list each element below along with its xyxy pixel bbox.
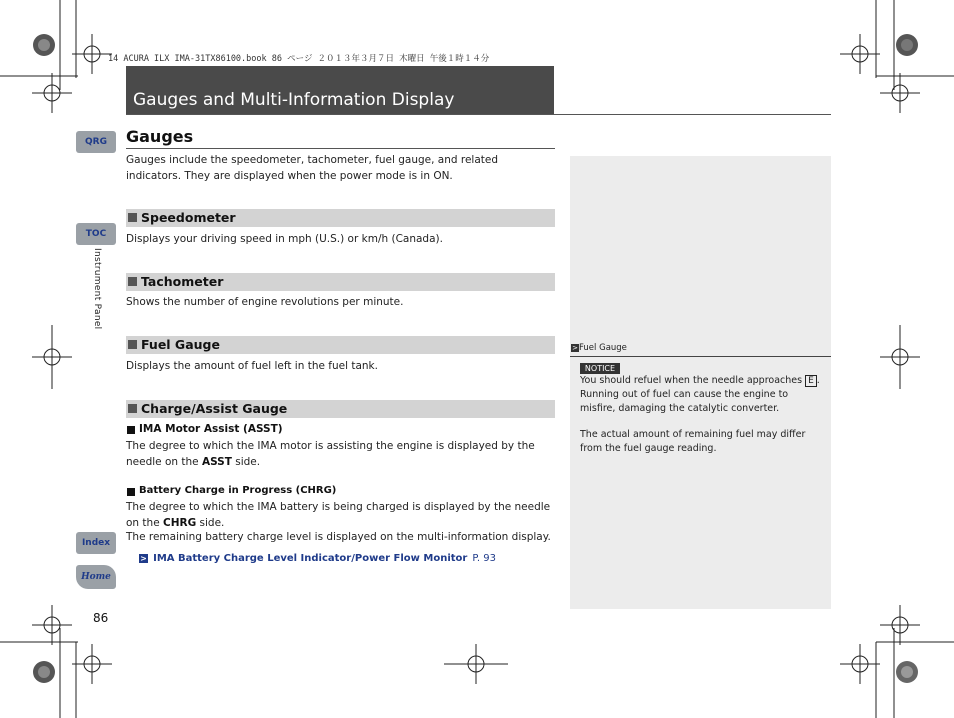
tachometer-title: Tachometer: [141, 274, 224, 289]
index-tab[interactable]: Index: [76, 532, 116, 554]
chapter-label: Instrument Panel: [92, 248, 102, 330]
empty-marker-icon: E: [805, 375, 817, 387]
arrow-right-icon: >: [140, 554, 147, 563]
section-rule: [126, 148, 555, 149]
section-heading: Gauges: [126, 127, 194, 146]
notice-badge: NOTICE: [580, 363, 620, 374]
square-bullet-icon: [127, 488, 135, 496]
asst-bold: ASST: [201, 455, 232, 468]
charge-assist-title: Charge/Assist Gauge: [141, 401, 288, 416]
ima-assist-text: The degree to which the IMA motor is assisting the engine is displayed by the needle on the ASST side.: [126, 440, 535, 468]
home-tab[interactable]: Home: [76, 565, 116, 589]
sidebar-notice-text: You should refuel when the needle approaches E . Running out of fuel can cause the engine to misfire, damaging the catalytic converter.: [580, 375, 820, 414]
tachometer-text: Shows the number of engine revolutions per minute.: [126, 296, 404, 308]
sidebar-rule: [570, 356, 831, 357]
fuel-gauge-title: Fuel Gauge: [141, 337, 220, 352]
title-rule: [126, 114, 831, 115]
battery-charge-title: Battery Charge in Progress (CHRG): [139, 485, 337, 496]
crossref-label[interactable]: IMA Battery Charge Level Indicator/Power Flow Monitor: [153, 553, 468, 564]
page-title: Gauges and Multi-Information Display: [133, 90, 455, 110]
speedometer-title: Speedometer: [141, 210, 236, 225]
square-bullet-icon: [128, 277, 137, 286]
page-number: 86: [93, 611, 109, 625]
square-bullet-icon: [128, 404, 137, 413]
battery-charge-text: The degree to which the IMA battery is being charged is displayed by the needle on the CHRG side.: [126, 501, 551, 529]
battery-charge-extra: The remaining battery charge level is displayed on the multi-information display.: [126, 531, 551, 543]
chrg-bold: CHRG: [163, 516, 197, 529]
crossref-link[interactable]: [139, 546, 496, 565]
sidebar-fuel-note: The actual amount of remaining fuel may differ from the fuel gauge reading.: [580, 429, 806, 454]
sidebar-ref: [571, 343, 627, 353]
speedometer-text: Displays your driving speed in mph (U.S.) or km/h (Canada).: [126, 233, 443, 245]
fuel-gauge-text: Displays the amount of fuel left in the fuel tank.: [126, 360, 378, 372]
print-header-line: 14 ACURA ILX IMA-31TX86100.book 86 ページ ２０１３年３月７日 木曜日 午後１時１４分: [108, 54, 490, 64]
arrow-right-icon: >: [572, 344, 578, 352]
qrg-tab[interactable]: QRG: [76, 131, 116, 153]
square-bullet-icon: [128, 340, 137, 349]
ima-assist-title: IMA Motor Assist (ASST): [139, 423, 283, 435]
intro-text: Gauges include the speedometer, tachometer, fuel gauge, and related indicators. They are displayed when the power mode is in ON.: [126, 154, 499, 182]
square-bullet-icon: [128, 213, 137, 222]
crossref-page[interactable]: P. 93: [472, 553, 496, 564]
toc-tab[interactable]: TOC: [76, 223, 116, 245]
sidebar-ref-label: Fuel Gauge: [579, 343, 627, 353]
square-bullet-icon: [127, 426, 135, 434]
